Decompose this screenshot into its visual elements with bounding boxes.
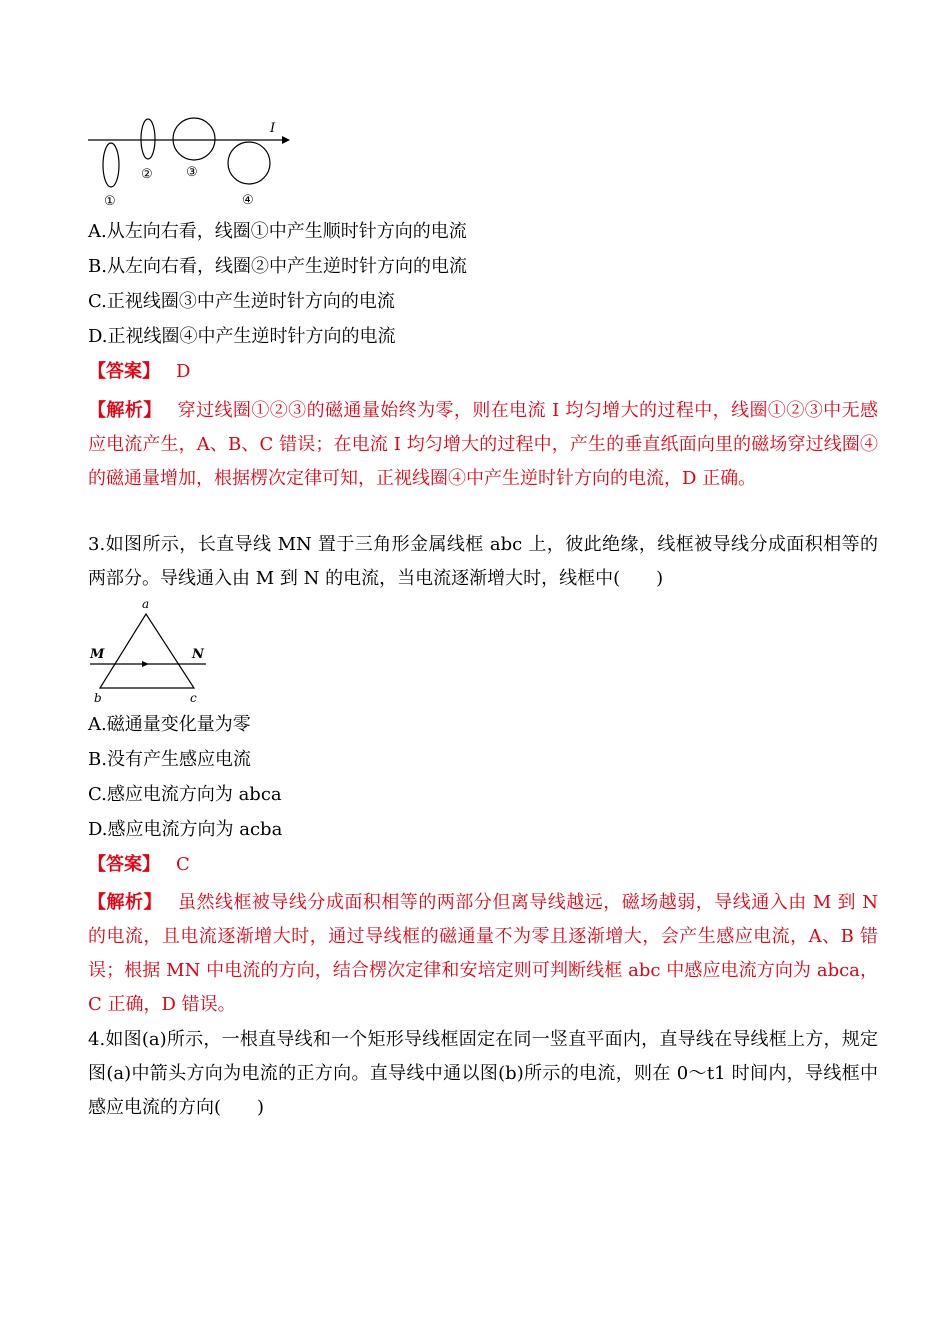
- coil-4-label: ④: [242, 193, 254, 208]
- q3-stem: 3.如图所示，长直导线 MN 置于三角形金属线框 abc 上，彼此绝缘，线框被导线分成面积相等的两部分。导线通入由 M 到 N 的电流，当电流逐渐增大时，线框中( ): [88, 534, 878, 589]
- coil-3: [173, 118, 215, 160]
- q2-option-d: D.正视线圈④中产生逆时针方向的电流: [88, 326, 396, 347]
- q2-option-c: C.正视线圈③中产生逆时针方向的电流: [88, 291, 395, 312]
- q2-answer: [88, 360, 190, 384]
- coil-2-label: ②: [141, 167, 153, 182]
- coil-1: [103, 143, 119, 187]
- answer-tag: 【答案】: [88, 361, 160, 382]
- current-label: I: [270, 121, 276, 136]
- vertex-a: a: [142, 597, 150, 611]
- analysis-text: 穿过线圈①②③的磁通量始终为零，则在电流 I 均匀增大的过程中，线圈①②③中无感应电流产生，A、B、C 错误；在电流 I 均匀增大的过程中，产生的垂直纸面向里的磁场穿过线圈④的磁通量增加，根据楞次定律可知，正视线圈④中产生逆时针方向的电流，D 正确。: [88, 400, 878, 489]
- q3-option-b: B.没有产生感应电流: [88, 749, 251, 770]
- coil-1-label: ①: [104, 194, 116, 209]
- label-m: M: [90, 647, 105, 662]
- coil-2: [141, 119, 155, 159]
- triangle-figure: [86, 596, 216, 708]
- coils-figure: [86, 112, 296, 212]
- vertex-c: c: [190, 691, 197, 705]
- q2-option-b: B.从左向右看，线圈②中产生逆时针方向的电流: [88, 256, 467, 277]
- q3-option-d: D.感应电流方向为 acba: [88, 819, 283, 840]
- q3-analysis: [88, 886, 878, 1022]
- vertex-b: b: [94, 691, 102, 705]
- q2-option-a: A.从左向右看，线圈①中产生顺时针方向的电流: [88, 221, 467, 242]
- answer-tag: 【答案】: [88, 854, 160, 875]
- q3-option-c: C.感应电流方向为 abca: [88, 784, 282, 805]
- answer-value: C: [176, 854, 190, 875]
- coil-4: [228, 142, 270, 184]
- q4-stem: 4.如图(a)所示，一根直导线和一个矩形导线框固定在同一竖直平面内，直导线在导线框上方，规定图(a)中箭头方向为电流的正方向。直导线中通以图(b)所示的电流，则在 0～t1 时间内，导线框中感应电流的方向( ): [88, 1029, 878, 1118]
- q2-analysis: [88, 394, 878, 496]
- answer-value: D: [176, 361, 191, 382]
- label-n: N: [192, 647, 204, 662]
- analysis-tag: 【解析】: [88, 400, 162, 421]
- analysis-tag: 【解析】: [88, 892, 162, 913]
- analysis-text: 虽然线框被导线分成面积相等的两部分但离导线越远，磁场越弱，导线通入由 M 到 N 的电流，且电流逐渐增大时，通过导线框的磁通量不为零且逐渐增大，会产生感应电流，A、B 错误；根据 MN 中电流的方向，结合楞次定律和安培定则可判断线框 abc 中感应电流方向为 abca，C 正确，D 错误。: [88, 892, 878, 1015]
- q3-option-a: A.磁通量变化量为零: [88, 714, 251, 735]
- coil-3-label: ③: [186, 165, 198, 180]
- q3-answer: [88, 853, 190, 877]
- triangle-frame: [100, 614, 194, 688]
